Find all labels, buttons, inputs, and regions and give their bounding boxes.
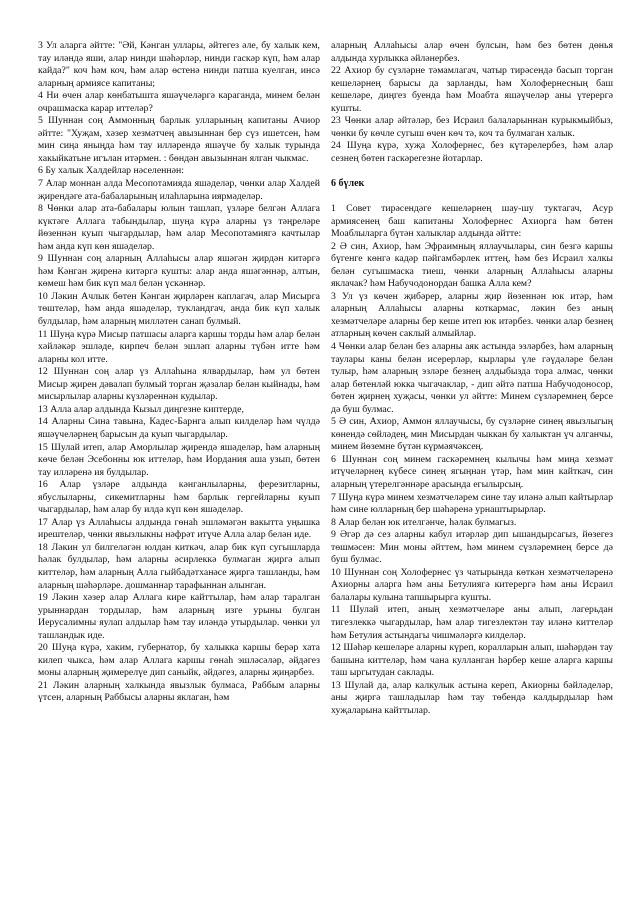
chapter-6-verses [331,203,613,717]
verse-paragraph: 13 Алла алар алдында Кызыл диңгезне киптерде, [38,403,244,415]
verse-paragraph: 7 Шуңа күрә минем хезмәтчеләрем сине тау иләнә алып кайтырлар һәм сине юлларның бер шәһәренә урнаштырырлар. [331,491,613,516]
verse-paragraph: 2 Ә син, Ахиор, һәм Эфраимның яллаучылары, син безгә каршы бүгенге көнгә кадәр пәйгамбәрлек иттең, һәм без Исраил халкы белән сугышмаска тиеш, чөнки аларның Аллаһысы аларны яклачак? һәм Набучодонордан башка Алла кем? [331,240,613,290]
verse-paragraph: 20 Шуңа күрә, хаким, губернатор, бу халыкка каршы берәр хата килеп чыкса, һәм алар Аллага каршы гөнаһ эшләсәләр, әйдәгез моны аларның җимерелүе дип саныйк, әйдәгез, аларны җиңәрбез. [38,642,320,679]
verse-paragraph: 18 Ләкин ул билгеләгән юлдан киткәч, алар бик күп сугышларда һәлак булдылар, һәм аларны әсирлеккә булмаган җиргә алып киттеләр, һәм аларның Алла гыйбадәтханәсе җиргә ташланды, һәм аларның шәһәрләре. дошманнар тарафыннан алынган. [38,541,320,591]
verse-paragraph: 24 Шуңа күрә, хуҗа Холофернес, без күтәрелербез, һәм алар сезнең бөтен гаскәрегезне йотарлар. [331,140,613,164]
verse-paragraph: аларның Аллаһысы алар өчен булсын, һәм без бөтен дөнья алдында хурлыкка әйләнербез. [331,40,613,64]
verse-paragraph: 5 Шуннан соң Аммонның барлык улларының капитаны Ачиор әйтте: "Хуҗам, хәзер хезмәтчең авызыннан бер сүз ишетсен, һәм мин сиңа яныңда һәм тау илләрендә яшәүче бу халык турында хакыйкатьне игълан итәрмен. : бөндән авызыннан ялган чыкмас. [38,115,320,164]
right-column [331,40,613,717]
verse-paragraph: 7 Алар моннан алда Месопотамияда яшәделәр, чөнки алар Халдей җирендәге ата-бабаларының илаһларына иярмәделәр. [38,178,320,202]
verse-paragraph: 4 Чөнки алар белән без аларны аяк астында эзләрбез, һәм аларның таулары каны белән исерерләр, кырлары үле гәүдәләре белән тулыр, һәм аларның эзләре безнең алдыбызда тора алмас, чөнки алар бөтенләй юкка чыгачаклар, - дип әйтә патша Набучодоносор, бөтен җирнең хуҗасы, чөнки ул әйтте: Минем сүзләремнең берсе дә буш булмас. [331,340,613,415]
verse-paragraph: 12 Шәһәр кешеләре аларны күреп, коралларын алып, шәһәрдән тау башына киттеләр, һәм чана кулланган һәрбер кеше аларга каршы таш ыргытудан саклады. [331,642,613,679]
verse-paragraph: 21 Ләкин аларның халкында явызлык булмаса, Раббым аларны үтсен, аларның Раббысы аларны яклаган, һәм [38,679,320,704]
verse-paragraph: 19 Ләкин хәзер алар Аллага кире кайттылар, һәм алар таралган урыннардан тордылар, һәм аларның изге урыны булган Иерусалимны яулап алдылар һәм тау иләндә утырдылар. чөнки ул ташландык иде. [38,592,320,641]
verse-paragraph: 12 Шуннан соң алар үз Аллаһына ялвардылар, һәм ул бөтен Мисыр җирен дәвалап булмый торган җәзалар белән кыйнады, һәм мисырлылар аларны күзләреннән кудылар. [38,366,320,403]
verse-paragraph: 5 Ә син, Ахиор, Аммон яллаучысы, бу сүзләрне синең явызлыгың көнендә сөйләдең, мин Мисырдан чыккан бу халыктан үч алганчы, минем йөземне бүтән күрмәячәксең. [331,416,613,453]
verse-paragraph: 8 Алар белән юк ителгәнче, һәлак булмагыз. [331,516,517,528]
verse-paragraph: 8 Чөнки алар ата-бабалары юлын ташлап, үзләре белгән Аллага күктәге Аллага табындылар, шуңа күрә аларны үз тәңреләре йөзеннән куып чыгардылар, һәм алар Месопотамиягә качтылар һәм анда күп көн яшәделәр. [38,203,320,252]
section-gap [331,190,613,203]
verse-paragraph: 6 Бу халык Халдейлар нәселеннән: [38,165,184,177]
verse-paragraph: 11 Шулай итеп, аның хезмәтчеләре аны алып, лагерьдан тигезлеккә чыгардылар, һәм алар тигезлектән тау иләнә киттеләр һәм Бетулия астындагы чишмәләргә килделәр. [331,604,613,641]
verse-paragraph: 3 Ул аларга әйтте: "Әй, Кәнган уллары, әйтегез әле, бу халык кем, тау иләндә яши, алар нинди шәһәрләр, нинди гаскәр күп, һәм алар кайда?" коч һәм коч, һәм алар өстенә нинди патша куелган, инсә аларның армиясе капитаны; [38,40,320,89]
verse-paragraph: 4 Ни өчен алар көнбатышта яшәүчеләргә карaганда, минем белән очрашмаска карар иттеләр? [38,90,320,114]
verse-paragraph: 9 Шуннан соң аларның Аллаһысы алар яшәгән җирдән китәргә һәм Кәнган җиренә китәргә кушты: алар анда яшәгәннәр, алтын, көмеш һәм бик күп мал белән үскәннәр. [38,253,320,290]
verse-paragraph: 17 Алар үз Аллаһысы алдында гөнаһ эшләмәгән вакытта уңышка ирештеләр, чөнки явызлыкны нәфрәт итүче Алла алар белән иде. [38,516,320,541]
verse-paragraph: 22 Ахиор бу сүзләрне тәмамлагач, чатыр тирәсендә басып торган кешеләрнең барысы да зарланды, һәм Холофернесның баш кешеләре, диңгез буенда һәм Моабта яшәүчеләр аны үтерергә кушты. [331,65,613,114]
verse-paragraph: 23 Чөнки алар әйтәләр, без Исраил балаларыннан курыкмыйбыз, чөнки бу көчле сугыш өчен көч тә, коч та булмаган халык. [331,115,613,139]
verse-paragraph: 6 Шуннан соң минем гаскәремнең кылычы һәм миңа хезмәт итүчеләрнең күбесе синең ягыңнан үтәр, һәм мин кайткач, син аларның үтерелгәннәре арасында егылырсың. [331,453,613,490]
verse-paragraph: 15 Шулай итеп, алар Аморлылар җирендә яшәделәр, һәм аларның көче белән Эсебонны юк иттеләр, һәм Иордания аша узып, бөтен тау илләренә ия булдылар. [38,441,320,478]
chapter-heading: 6 бүлек [331,177,365,189]
chapter-5-ending [331,40,613,165]
verse-paragraph: 16 Алар үзләре алдында кәнганлыларны, ферезитларны, ябуслыларны, сикемитларны һәм барлык гергейларны куып чыгардылар, һәм алар бу илдә күп көн яшәделәр. [38,479,320,516]
verse-paragraph: 13 Шулай да, алар калкулык астына кереп, Акиорны бәйләделәр, аны җиргә ташладылар һәм тау төбендә калдырдылар һәм хуҗаларына кайттылар. [331,679,613,716]
verse-paragraph: 10 Шуннан соң Холофернес үз чатырында көткән хезмәтчеләренә Ахиорны аларга һәм аны Бетулиягә китерергә һәм аны Исраил балалары кулына тапшырырга кушты. [331,566,613,603]
verse-paragraph: 14 Аларны Сина тавына, Кадес-Барнга алып килделәр һәм чүлдә яшәүчеләрнең барысын да куып чыгардылар. [38,416,320,440]
verse-paragraph: 3 Ул үз көчен җибәрер, аларны җир йөзеннән юк итәр, һәм аларның Аллаһысы аларны коткармас, ләкин без аның хезмәтчеләре аларны бер кеше итеп юк итәрбез. чөнки алар безнең атларның көчен саклый алмыйлар. [331,290,613,340]
verse-paragraph: 10 Ләкин Ачлык бөтен Кәнган җирләрен каплагач, алар Мисырга төштеләр, һәм анда яшәделәр, тукландгач, анда бик күп халык булдылар, һәм аларның милләтен санап булмый. [38,290,320,328]
verse-paragraph: 11 Шуңа күрә Мисыр патшасы аларга каршы торды һәм алар белән хәйләкәр эшләде, кирпеч белән эшләп аларны түбән итте һәм аларны кол итте. [38,328,320,365]
left-column [38,40,320,705]
section-gap [331,165,613,178]
verse-paragraph: 1 Совет тирәсендәге кешеләрнең шау-шу туктагач, Асур армиясенең баш капитаны Холофернес Ахиорга һәм бөтен Моаблыларга бүтән халыклар алдында әйтте: [331,202,613,240]
verse-paragraph: 9 Әгәр дә сез аларны кабул итәрләр дип ышандырсагыз, йөзегез төшмәсен: Мин моны әйттем, һәм минем сүзләремнең берсе дә буш булмас. [331,529,613,566]
